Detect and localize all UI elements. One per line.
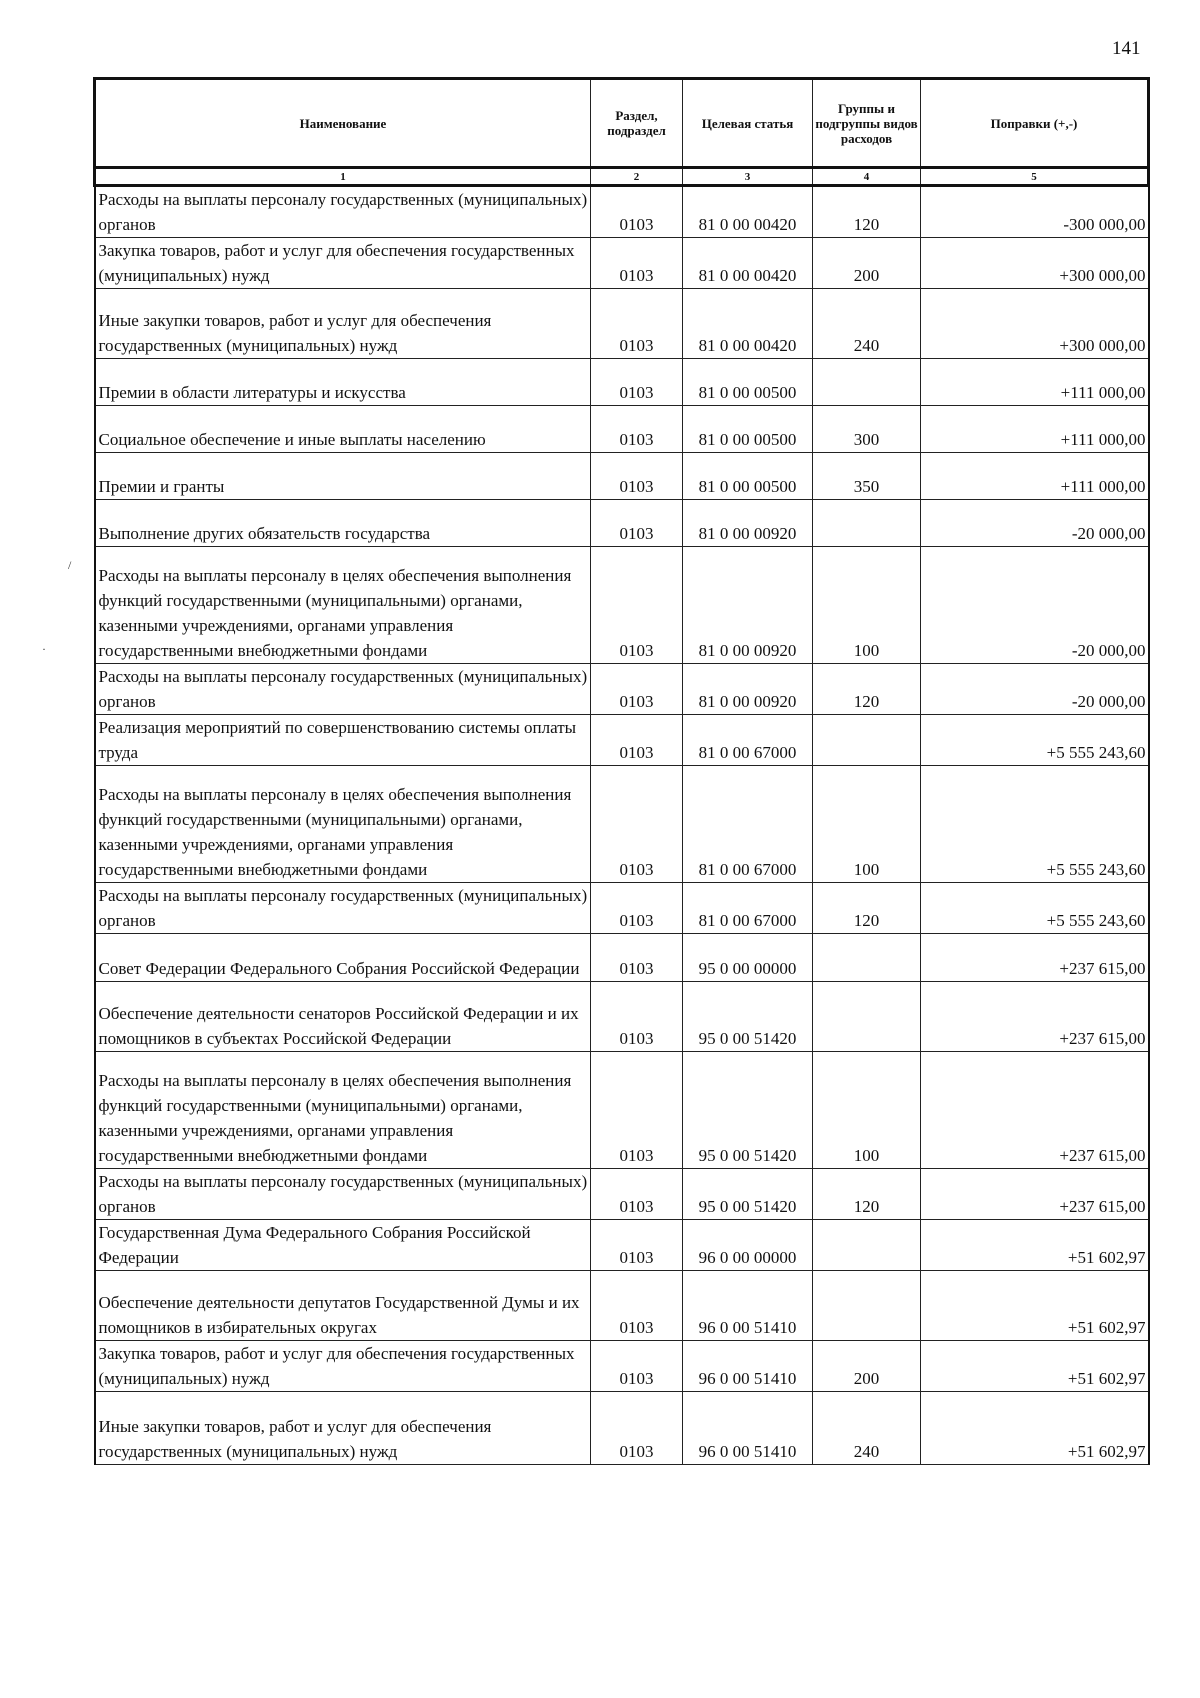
row-group: 200	[813, 238, 921, 289]
row-amount: +51 602,97	[921, 1271, 1149, 1341]
row-group: 120	[813, 883, 921, 934]
row-target: 95 0 00 00000	[683, 934, 813, 982]
row-name: Расходы на выплаты персоналу в целях обеспечения выполнения функций государственными (муниципальными) органами, казенными учреждениями, органами управления государственными внебюджетными фондами	[95, 1052, 591, 1169]
row-group: 300	[813, 406, 921, 453]
row-group	[813, 359, 921, 406]
table-row	[95, 883, 1149, 934]
row-target: 81 0 00 67000	[683, 715, 813, 766]
row-name: Социальное обеспечение и иные выплаты населению	[95, 406, 591, 453]
row-group: 240	[813, 1392, 921, 1465]
row-amount: +5 555 243,60	[921, 883, 1149, 934]
table-row	[95, 453, 1149, 500]
row-section: 0103	[591, 359, 683, 406]
row-section: 0103	[591, 289, 683, 359]
header-groups: Группы и подгруппы видов расходов	[813, 79, 921, 168]
row-target: 96 0 00 00000	[683, 1220, 813, 1271]
row-amount: +5 555 243,60	[921, 715, 1149, 766]
table-row	[95, 406, 1149, 453]
row-group: 100	[813, 766, 921, 883]
row-section: 0103	[591, 766, 683, 883]
row-name: Совет Федерации Федерального Собрания Российской Федерации	[95, 934, 591, 982]
row-target: 95 0 00 51420	[683, 1169, 813, 1220]
row-target: 81 0 00 67000	[683, 883, 813, 934]
scan-mark: /	[68, 558, 72, 572]
row-amount: +51 602,97	[921, 1392, 1149, 1465]
row-section: 0103	[591, 186, 683, 238]
header-target: Целевая статья	[683, 79, 813, 168]
row-target: 95 0 00 51420	[683, 1052, 813, 1169]
row-group: 240	[813, 289, 921, 359]
row-target: 81 0 00 67000	[683, 766, 813, 883]
row-name: Реализация мероприятий по совершенствованию системы оплаты труда	[95, 715, 591, 766]
row-section: 0103	[591, 1341, 683, 1392]
table-row	[95, 766, 1149, 883]
row-group: 350	[813, 453, 921, 500]
table-row	[95, 547, 1149, 664]
table-body	[95, 186, 1149, 1465]
row-amount: +300 000,00	[921, 238, 1149, 289]
row-group	[813, 934, 921, 982]
budget-amendments-table	[93, 77, 1150, 1465]
row-target: 81 0 00 00920	[683, 664, 813, 715]
table-row	[95, 715, 1149, 766]
table-row	[95, 238, 1149, 289]
table-row	[95, 359, 1149, 406]
row-name: Выполнение других обязательств государства	[95, 500, 591, 547]
row-section: 0103	[591, 934, 683, 982]
row-amount: +237 615,00	[921, 934, 1149, 982]
row-name: Обеспечение деятельности депутатов Государственной Думы и их помощников в избирательных округах	[95, 1271, 591, 1341]
row-name: Обеспечение деятельности сенаторов Российской Федерации и их помощников в субъектах Российской Федерации	[95, 982, 591, 1052]
row-amount: +111 000,00	[921, 453, 1149, 500]
table-row	[95, 664, 1149, 715]
table-row	[95, 1220, 1149, 1271]
row-amount: -20 000,00	[921, 664, 1149, 715]
row-name: Расходы на выплаты персоналу государственных (муниципальных) органов	[95, 883, 591, 934]
column-number: 1	[95, 168, 591, 186]
scan-mark: ·	[42, 642, 46, 656]
row-section: 0103	[591, 1052, 683, 1169]
table-row	[95, 1052, 1149, 1169]
table-row	[95, 500, 1149, 547]
row-amount: -20 000,00	[921, 500, 1149, 547]
row-section: 0103	[591, 883, 683, 934]
row-group	[813, 982, 921, 1052]
row-name: Расходы на выплаты персоналу в целях обеспечения выполнения функций государственными (муниципальными) органами, казенными учреждениями, органами управления государственными внебюджетными фондами	[95, 547, 591, 664]
row-target: 81 0 00 00420	[683, 186, 813, 238]
header-name: Наименование	[95, 79, 591, 168]
row-name: Расходы на выплаты персоналу в целях обеспечения выполнения функций государственными (муниципальными) органами, казенными учреждениями, органами управления государственными внебюджетными фондами	[95, 766, 591, 883]
row-amount: -20 000,00	[921, 547, 1149, 664]
row-section: 0103	[591, 1271, 683, 1341]
row-name: Государственная Дума Федерального Собрания Российской Федерации	[95, 1220, 591, 1271]
row-name: Премии в области литературы и искусства	[95, 359, 591, 406]
row-target: 96 0 00 51410	[683, 1392, 813, 1465]
row-name: Расходы на выплаты персоналу государственных (муниципальных) органов	[95, 186, 591, 238]
row-group: 100	[813, 547, 921, 664]
row-target: 95 0 00 51420	[683, 982, 813, 1052]
row-amount: +51 602,97	[921, 1220, 1149, 1271]
row-section: 0103	[591, 982, 683, 1052]
row-group	[813, 715, 921, 766]
row-name: Премии и гранты	[95, 453, 591, 500]
row-name: Иные закупки товаров, работ и услуг для обеспечения государственных (муниципальных) нужд	[95, 289, 591, 359]
row-target: 81 0 00 00420	[683, 238, 813, 289]
row-amount: +5 555 243,60	[921, 766, 1149, 883]
row-amount: +237 615,00	[921, 1052, 1149, 1169]
header-section: Раздел, подраздел	[591, 79, 683, 168]
row-amount: +237 615,00	[921, 982, 1149, 1052]
row-name: Расходы на выплаты персоналу государственных (муниципальных) органов	[95, 664, 591, 715]
column-number: 4	[813, 168, 921, 186]
row-amount: +51 602,97	[921, 1341, 1149, 1392]
table-row	[95, 1341, 1149, 1392]
row-group: 100	[813, 1052, 921, 1169]
row-section: 0103	[591, 238, 683, 289]
row-amount: +111 000,00	[921, 359, 1149, 406]
column-numbers-row	[95, 168, 1149, 186]
row-group: 200	[813, 1341, 921, 1392]
row-section: 0103	[591, 1392, 683, 1465]
row-section: 0103	[591, 664, 683, 715]
table-row	[95, 289, 1149, 359]
row-target: 96 0 00 51410	[683, 1271, 813, 1341]
row-target: 81 0 00 00500	[683, 359, 813, 406]
table-row	[95, 1271, 1149, 1341]
row-group: 120	[813, 664, 921, 715]
row-amount: +300 000,00	[921, 289, 1149, 359]
table-row	[95, 186, 1149, 238]
header-amount: Поправки (+,-)	[921, 79, 1149, 168]
row-group	[813, 1271, 921, 1341]
row-amount: +237 615,00	[921, 1169, 1149, 1220]
row-section: 0103	[591, 1220, 683, 1271]
row-name: Закупка товаров, работ и услуг для обеспечения государственных (муниципальных) нужд	[95, 1341, 591, 1392]
row-target: 81 0 00 00920	[683, 547, 813, 664]
row-target: 81 0 00 00920	[683, 500, 813, 547]
row-target: 81 0 00 00500	[683, 453, 813, 500]
table-row	[95, 1392, 1149, 1465]
column-number: 5	[921, 168, 1149, 186]
row-section: 0103	[591, 547, 683, 664]
row-group	[813, 500, 921, 547]
row-amount: +111 000,00	[921, 406, 1149, 453]
column-number: 3	[683, 168, 813, 186]
row-section: 0103	[591, 1169, 683, 1220]
table-row	[95, 934, 1149, 982]
row-name: Иные закупки товаров, работ и услуг для обеспечения государственных (муниципальных) нужд	[95, 1392, 591, 1465]
page-number: 141	[1112, 38, 1141, 59]
row-section: 0103	[591, 406, 683, 453]
row-amount: -300 000,00	[921, 186, 1149, 238]
row-section: 0103	[591, 500, 683, 547]
row-group	[813, 1220, 921, 1271]
row-section: 0103	[591, 715, 683, 766]
row-name: Расходы на выплаты персоналу государственных (муниципальных) органов	[95, 1169, 591, 1220]
table-row	[95, 982, 1149, 1052]
table-row	[95, 1169, 1149, 1220]
row-group: 120	[813, 1169, 921, 1220]
row-section: 0103	[591, 453, 683, 500]
row-name: Закупка товаров, работ и услуг для обеспечения государственных (муниципальных) нужд	[95, 238, 591, 289]
row-target: 96 0 00 51410	[683, 1341, 813, 1392]
table-header-row	[95, 79, 1149, 168]
row-target: 81 0 00 00420	[683, 289, 813, 359]
column-number: 2	[591, 168, 683, 186]
row-group: 120	[813, 186, 921, 238]
row-target: 81 0 00 00500	[683, 406, 813, 453]
